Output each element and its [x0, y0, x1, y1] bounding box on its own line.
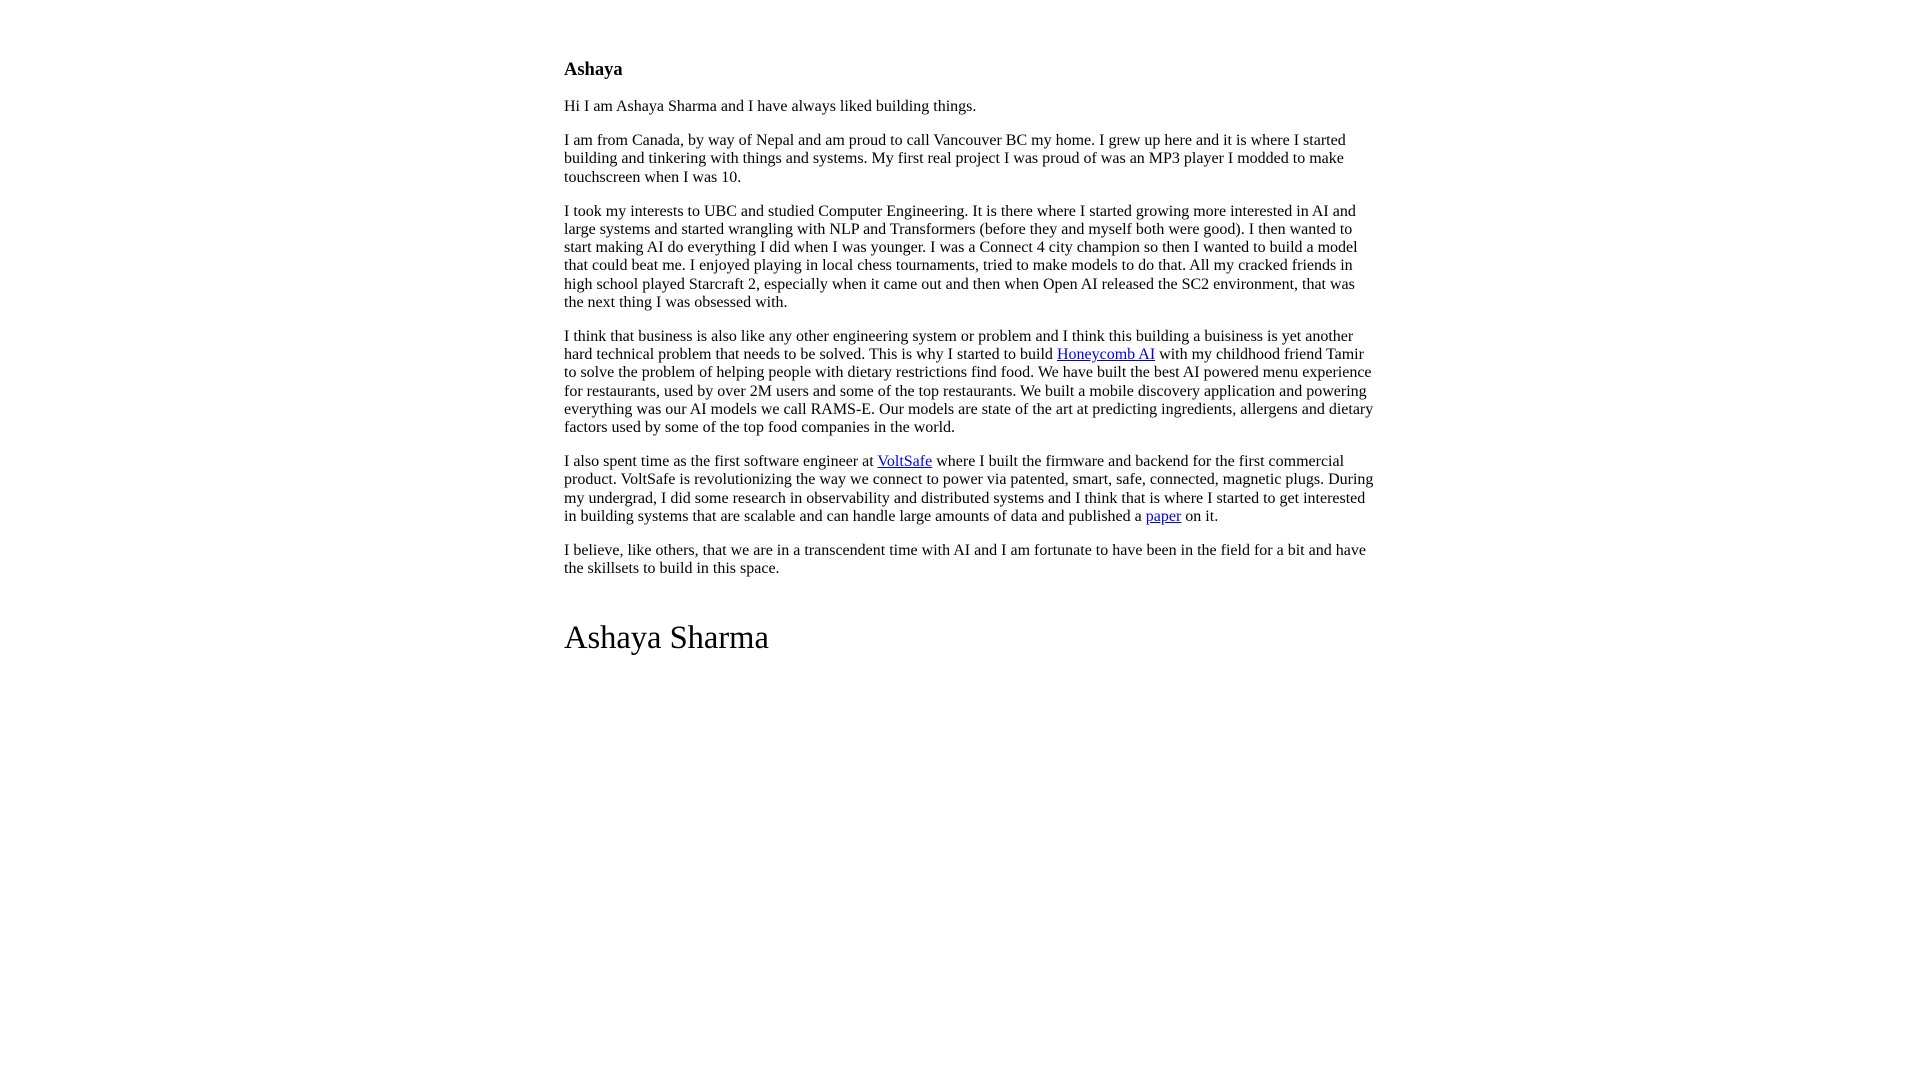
voltsafe-text-before: I also spent time as the first software engineer at: [564, 453, 878, 471]
business-text-after: with my childhood friend Tamir to solve the problem of helping people with dietary restrictions find food. We have built the best AI powered menu experience for restaurants, used by over 2M users and some of the top restaurants. We built a mobile discovery application and powering everything was our AI models we call RAMS-E. Our models are state of the art at predicting ingredients, allergens and dietary factors used by some of the top food companies in the world.: [564, 346, 1374, 437]
site-title: Ashaya: [564, 60, 623, 80]
name-heading: Ashaya Sharma: [564, 620, 769, 656]
business-paragraph: [564, 328, 1374, 437]
voltsafe-paragraph: [564, 453, 1374, 526]
about-section: [564, 98, 1374, 594]
business-text-before: I think that business is also like any other engineering system or problem and I think this building a buisiness is yet another hard technical problem that needs to be solved. This is why I started to build: [564, 328, 1354, 364]
voltsafe-text-middle: where I built the firmware and backend for the first commercial product. VoltSafe is revolutionizing the way we connect to power via patented, smart, safe, connected, magnetic plugs. During my undergrad, I did some research in observability and distributed systems and I think that is where I started to get interested in building systems that are scalable and can handle large amounts of data and published a: [564, 453, 1374, 525]
honeycomb-ai-link[interactable]: Honeycomb AI: [1056, 346, 1156, 364]
education-paragraph: I took my interests to UBC and studied Computer Engineering. It is there where I started growing more interested in AI and large systems and started wrangling with NLP and Transformers (before they and myself both were good). I then wanted to start making AI do everything I did when I was younger. I was a Connect 4 city champion so then I wanted to build a model that could beat me. I enjoyed playing in local chess tournaments, tried to make models to do that. All my cracked friends in high school played Starcraft 2, especially when it came out and then when Open AI released the SC2 environment, that was the next thing I was obsessed with.: [564, 202, 1358, 311]
paper-link[interactable]: paper: [1145, 507, 1182, 525]
intro-paragraph: Hi I am Ashaya Sharma and I have always liked building things.: [564, 98, 977, 115]
voltsafe-link[interactable]: VoltSafe: [877, 453, 933, 471]
voltsafe-text-after: on it.: [1181, 507, 1219, 525]
belief-paragraph: I believe, like others, that we are in a transcendent time with AI and I am fortunate to have been in the field for a bit and have the skillsets to build in this space.: [564, 542, 1366, 578]
background-paragraph: I am from Canada, by way of Nepal and am proud to call Vancouver BC my home. I grew up here and it is where I started building and tinkering with things and systems. My first real project I was proud of was an MP3 player I modded to make touchscreen when I was 10.: [564, 132, 1346, 186]
